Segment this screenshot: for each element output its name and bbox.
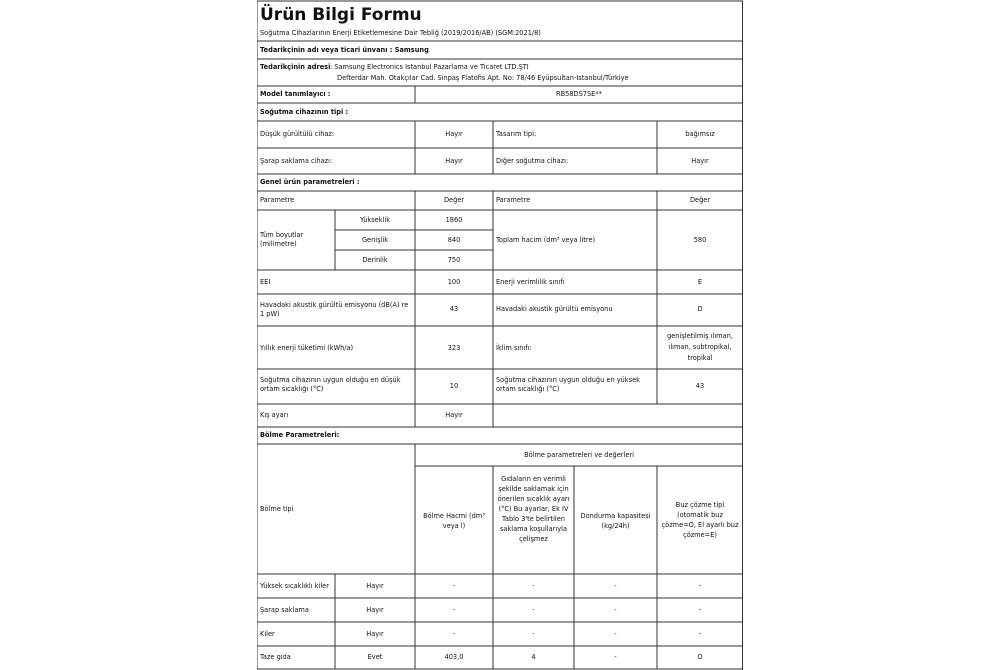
wine-storage-value: Hayır	[445, 157, 463, 165]
compartment-defrost: -	[698, 606, 702, 614]
energy-class-value: E	[697, 278, 703, 286]
compartment-volume: -	[452, 582, 456, 590]
height-label: Yükseklik	[359, 216, 391, 224]
compartment-present: Hayır	[366, 630, 384, 638]
compartment-temp: 4	[531, 653, 536, 661]
compartment-values-header: Bölme parametreleri ve değerleri	[524, 451, 634, 459]
wine-storage-label: Şarap saklama cihazı:	[260, 157, 333, 165]
winter-setting-value: Hayır	[445, 411, 463, 419]
regulation-subtitle: Soğutma Cihazlarının Enerji Etiketlemesine Dair Tebliğ (2019/2016/AB) (SGM:2021/8)	[260, 29, 541, 37]
min-temp-value: 10	[449, 382, 459, 390]
compartment-freeze: -	[614, 630, 617, 638]
max-temp-label: Soğutma cihazının uygun olduğu en yüksek ortam sıcaklığı (°C)	[496, 376, 640, 393]
model-label: Model tanımlayıcı :	[260, 90, 331, 98]
annual-energy-value: 323	[447, 344, 461, 352]
climate-class-label: İklim sınıfı:	[496, 344, 532, 352]
design-type-value: bağımsız	[685, 130, 715, 138]
depth-value: 750	[447, 256, 461, 264]
supplier-address-line2: Defterdar Mah. Otakçılar Cad. Sinpaş Flatofis Apt. No: 78/46 Eyüpsultan-Istanbul/Türkiye	[337, 74, 629, 82]
low-noise-label: Düşük gürültülü cihaz:	[260, 130, 335, 138]
energy-class-label: Enerji verimlilik sınıfı	[496, 278, 565, 286]
design-type-label: Tasarım tipi:	[496, 130, 537, 138]
compartment-present: Evet	[367, 653, 383, 661]
product-info-sheet	[257, 0, 743, 670]
compartment-volume: -	[452, 630, 456, 638]
noise-class-value: D	[697, 305, 703, 313]
compartment-name: Kiler	[260, 630, 275, 638]
climate-class-value: genişletilmiş ılıman, ılıman, subtropikal, tropikal	[667, 332, 733, 362]
compartment-volume: 403,0	[444, 653, 464, 661]
compartment-temp: -	[532, 630, 535, 638]
supplier-name: Tedarikçinin adı veya ticari ünvanı : Samsung	[260, 46, 429, 54]
value-header-2: Değer	[689, 196, 711, 204]
compartment-defrost: -	[698, 630, 702, 638]
winter-setting-label: Kış ayarı	[260, 411, 289, 419]
general-params-heading: Genel ürün parametreleri :	[260, 178, 360, 186]
compartment-params-heading: Bölme Parametreleri:	[260, 431, 340, 439]
max-temp-value: 43	[695, 382, 705, 390]
annual-energy-label: Yıllık enerji tüketimi (kWh/a)	[260, 344, 354, 352]
low-noise-value: Hayır	[445, 130, 463, 138]
compartment-type-header: Bölme tipi	[260, 505, 294, 513]
compartment-freeze: -	[614, 582, 617, 590]
noise-class-label: Havadaki akustik gürültü emisyonu	[496, 305, 613, 313]
compartment-freeze: -	[614, 606, 617, 614]
compartment-present: Hayır	[366, 606, 384, 614]
supplier-address-line1: : Samsung Electronics Istanbul Pazarlama ve Ticaret LTD.ŞTI	[330, 63, 529, 71]
compartment-name: Şarap saklama	[260, 606, 309, 614]
width-label: Genişlik	[361, 236, 389, 244]
other-device-value: Hayır	[691, 157, 709, 165]
col-freeze-header: Dondurma kapasitesi (kg/24h)	[580, 512, 651, 530]
compartment-defrost: -	[698, 582, 702, 590]
col-temp-header: Gıdaların en verimli şekilde saklamak için önerilen sıcaklık ayarı (°C) Bu ayarlar, Ek IV Tablo 3'te belirtilen saklama koşullarıyla çelişmez	[497, 475, 570, 543]
col-volume-header: Bölme Hacmi (dm³ veya l)	[423, 512, 485, 530]
width-value: 840	[447, 236, 461, 244]
noise-label: Havadaki akustik gürültü emisyonu (dB(A) re 1 pW)	[260, 301, 409, 318]
col-defrost-header: Buz çözme tipi (otomatik buz çözme=O, El ayarlı buz çözme=E)	[661, 501, 739, 539]
height-value: 1860	[445, 216, 463, 224]
value-header: Değer	[443, 196, 465, 204]
dimensions-label: Tüm boyutlar (milimetre)	[260, 231, 304, 248]
other-device-label: Diğer soğutma cihazı:	[496, 157, 569, 165]
total-volume-label: Toplam hacim (dm³ veya litre)	[496, 236, 596, 244]
model-value: RB58DS7SE**	[556, 90, 602, 98]
compartment-volume: -	[452, 606, 456, 614]
compartment-temp: -	[532, 606, 535, 614]
supplier-address-label: Tedarikçinin adresi	[260, 63, 331, 71]
compartment-name: Yüksek sıcaklıklı kiler	[260, 582, 329, 590]
compartment-defrost: O	[697, 653, 703, 661]
compartment-freeze: -	[614, 653, 617, 661]
compartment-name: Taze gıda	[260, 653, 291, 661]
depth-label: Derinlik	[362, 256, 388, 264]
device-type-heading: Soğutma cihazının tipi :	[260, 108, 349, 116]
total-volume-value: 580	[693, 236, 707, 244]
compartment-temp: -	[532, 582, 535, 590]
page-title: Ürün Bilgi Formu	[260, 5, 422, 25]
min-temp-label: Soğutma cihazının uygun olduğu en düşük ortam sıcaklığı (°C)	[260, 376, 401, 393]
param-header: Parametre	[260, 196, 295, 204]
eei-label: EEI	[260, 278, 271, 286]
noise-value: 43	[449, 305, 459, 313]
param-header-2: Parametre	[496, 196, 531, 204]
eei-value: 100	[447, 278, 461, 286]
compartment-present: Hayır	[366, 582, 384, 590]
